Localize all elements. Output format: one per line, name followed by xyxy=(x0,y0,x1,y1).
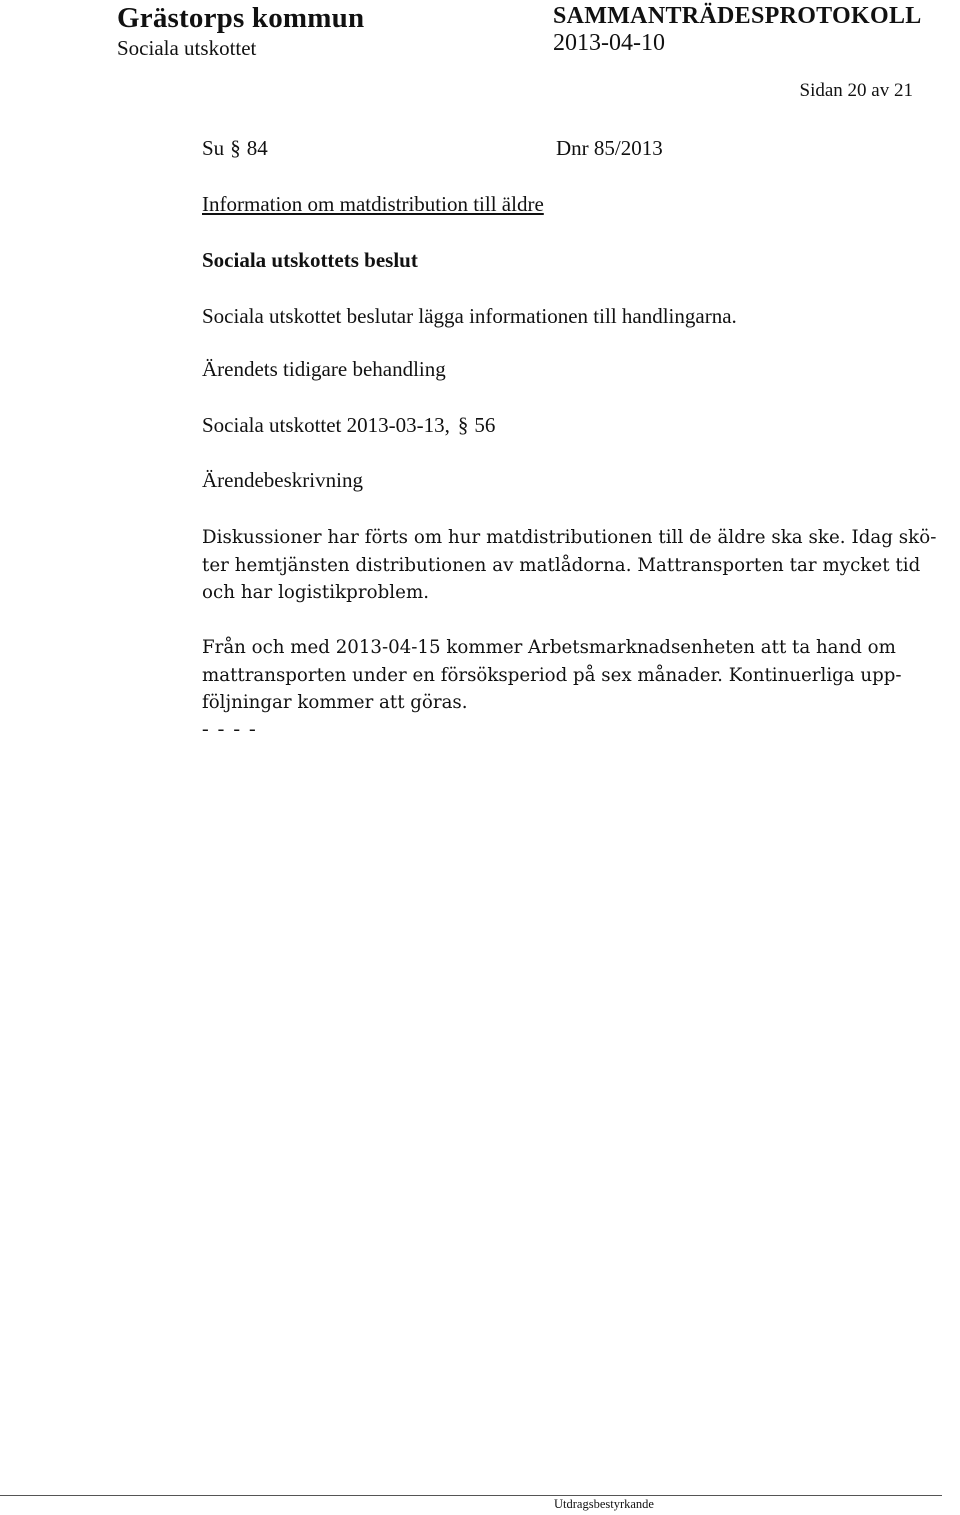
section-sign: § xyxy=(457,413,469,437)
organization-name: Grästorps kommun xyxy=(117,2,365,34)
paragraph-line: Diskussioner har förts om hur matdistributionen till de äldre ska ske. Idag skö- xyxy=(202,527,937,548)
previous-handling-prefix: Sociala utskottet 2013-03-13, xyxy=(202,413,450,437)
decision-text: Sociala utskottet beslutar lägga informationen till handlingarna. xyxy=(202,304,737,328)
case-dnr: Dnr 85/2013 xyxy=(556,136,663,160)
organization-unit: Sociala utskottet xyxy=(117,36,257,60)
decision-heading: Sociala utskottets beslut xyxy=(202,248,418,272)
case-paragraph xyxy=(202,136,268,161)
footer-label: Utdragsbestyrkande xyxy=(554,1497,654,1511)
previous-handling-section-number: 56 xyxy=(474,413,496,437)
paragraph-line: Från och med 2013-04-15 kommer Arbetsmarknadsenheten att ta hand om xyxy=(202,637,896,658)
page-number: Sidan 20 av 21 xyxy=(799,80,913,101)
paragraph-line: mattransporten under en försöksperiod på sex månader. Kontinuerliga upp- xyxy=(202,664,902,686)
case-paragraph-label: Su xyxy=(202,136,225,160)
end-marker: - - - - xyxy=(202,718,258,740)
paragraph-line: och har logistikproblem. xyxy=(202,582,430,603)
paragraph-line: följningar kommer att göras. xyxy=(202,692,468,713)
section-sign: § xyxy=(230,136,241,160)
description-paragraph-1 xyxy=(202,524,937,607)
description-heading: Ärendebeskrivning xyxy=(202,468,363,492)
previous-handling-heading: Ärendets tidigare behandling xyxy=(202,357,446,381)
previous-handling-text xyxy=(202,413,495,438)
description-paragraph-2 xyxy=(202,634,927,717)
case-title: Information om matdistribution till äldre xyxy=(202,192,544,216)
footer-divider xyxy=(0,1495,942,1496)
document-type: SAMMANTRÄDESPROTOKOLL xyxy=(553,3,922,29)
document-date: 2013-04-10 xyxy=(553,30,665,56)
case-paragraph-number: 84 xyxy=(246,136,268,160)
paragraph-line: ter hemtjänsten distributionen av matlådorna. Mattransporten tar mycket tid xyxy=(202,554,921,576)
